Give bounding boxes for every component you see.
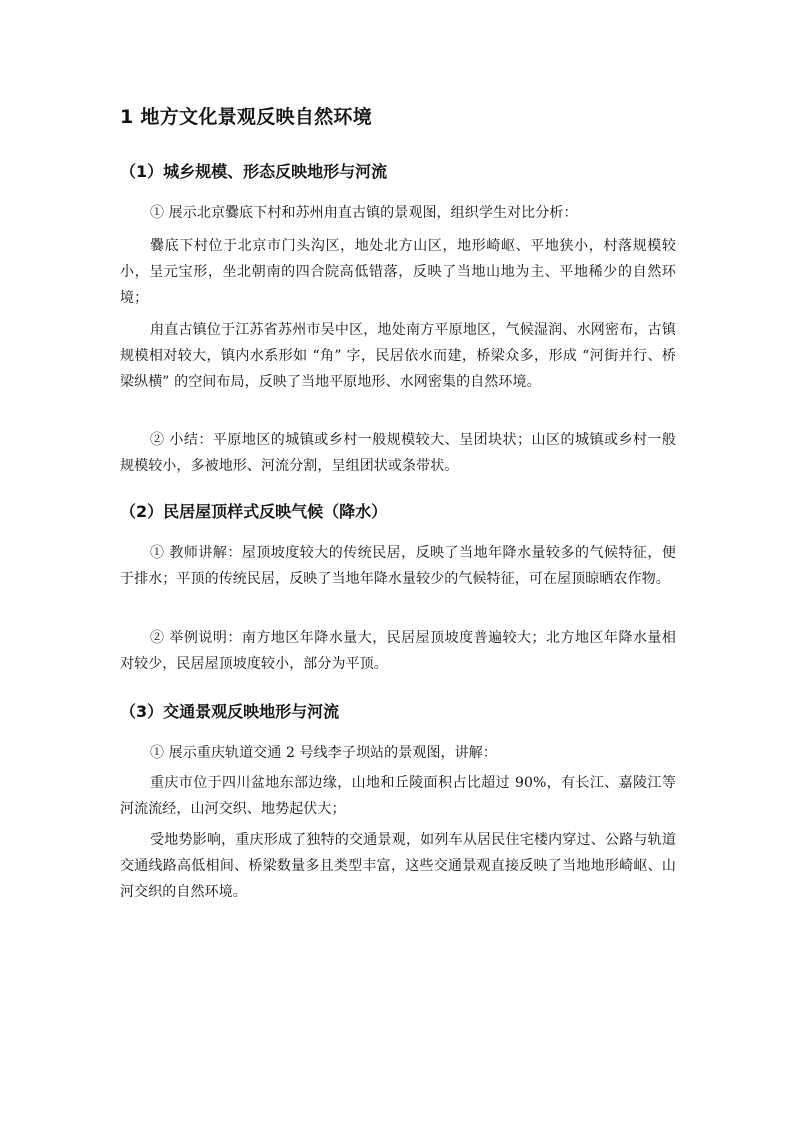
subsection-1-heading: （1）城乡规模、形态反映地形与河流 [120, 162, 388, 181]
subsection-1-paragraph-4: ② 小结：平原地区的城镇或乡村一般规模较大、呈团块状；山区的城镇或乡村一般规模较小，多被地形、河流分割，呈组团状或条带状。 [120, 432, 676, 474]
subsection-3-heading: （3）交通景观反映地形与河流 [120, 702, 340, 721]
subsection-1-paragraph-3: 甪直古镇位于江苏省苏州市吴中区，地处南方平原地区，气候湿润、水网密布，古镇规模相对较大，镇内水系形如 “角” 字，民居依水而建，桥梁众多，形成 “河街并行、桥梁纵横” 的空间布局，反映了当地平原地形、水网密集的自然环境。 [120, 322, 676, 390]
subsection-1-paragraph-2: 爨底下村位于北京市门头沟区，地处北方山区，地形崎岖、平地狭小，村落规模较小，呈元宝形，坐北朝南的四合院高低错落，反映了当地山地为主、平地稀少的自然环境； [120, 238, 676, 306]
subsection-3-paragraph-3: 受地势影响，重庆形成了独特的交通景观，如列车从居民住宅楼内穿过、公路与轨道交通线路高低相间、桥梁数量多且类型丰富，这些交通景观直接反映了当地地形崎岖、山河交织的自然环境。 [120, 832, 676, 900]
section-title: 1 地方文化景观反映自然环境 [120, 106, 373, 128]
subsection-2-heading: （2）民居屋顶样式反映气候（降水） [120, 502, 388, 521]
subsection-3-paragraph-2: 重庆市位于四川盆地东部边缘，山地和丘陵面积占比超过 90%，有长江、嘉陵江等河流流经，山河交织、地势起伏大； [120, 775, 676, 817]
subsection-3-paragraph-1: ① 展示重庆轨道交通 2 号线李子坝站的景观图，讲解： [150, 745, 497, 761]
subsection-2-paragraph-1: ① 教师讲解：屋顶坡度较大的传统民居，反映了当地年降水量较多的气候特征，便于排水；平顶的传统民居，反映了当地年降水量较少的气候特征，可在屋顶晾晒农作物。 [120, 545, 676, 587]
subsection-2-paragraph-2: ② 举例说明：南方地区年降水量大，民居屋顶坡度普遍较大；北方地区年降水量相对较少，民居屋顶坡度较小，部分为平顶。 [120, 630, 676, 672]
subsection-1-paragraph-1: ① 展示北京爨底下村和苏州甪直古镇的景观图，组织学生对比分析： [150, 205, 578, 221]
